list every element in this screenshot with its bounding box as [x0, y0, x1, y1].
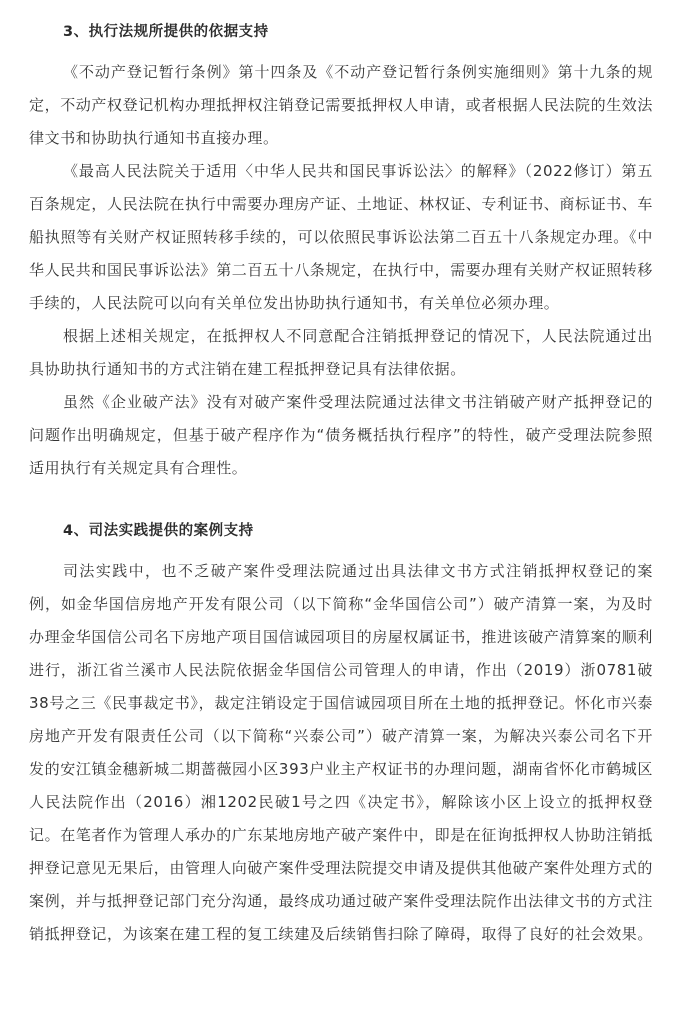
spacer	[29, 42, 653, 56]
section-title: 4、司法实践提供的案例支持	[63, 523, 254, 539]
section-3	[29, 22, 653, 485]
paragraph: 司法实践中，也不乏破产案件受理法院通过出具法律文书方式注销抵押权登记的案例，如金华国信房地产开发有限公司（以下简称“金华国信公司”）破产清算一案，为及时办理金华国信公司名下房地产项目国信诚园项目的房屋权属证书，推进该破产清算案的顺利进行，浙江省兰溪市人民法院依据金华国信公司管理人的申请，作出（2019）浙0781破38号之三《民事裁定书》，裁定注销设定于国信诚园项目所在土地的抵押登记。怀化市兴泰房地产开发有限责任公司（以下简称“兴泰公司”）破产清算一案，为解决兴泰公司名下开发的安江镇金穗新城二期蔷薇园小区393户业主产权证书的办理问题，湖南省怀化市鹤城区人民法院作出（2016）湘1202民破1号之四《决定书》，解除该小区上设立的抵押权登记。在笔者作为管理人承办的广东某地房地产破产案件中，即是在征询抵押权人协助注销抵押登记意见无果后，由管理人向破产案件受理法院提交申请及提供其他破产案件处理方式的案例，并与抵押登记部门充分沟通，最终成功通过破产案件受理法院作出法律文书的方式注销抵押登记，为该案在建工程的复工续建及后续销售扫除了障碍，取得了良好的社会效果。	[29, 562, 654, 943]
section-4	[29, 521, 653, 951]
paragraph: 虽然《企业破产法》没有对破产案件受理法院通过法律文书注销破产财产抵押登记的问题作出明确规定，但基于破产程序作为“债务概括执行程序”的特性，破产受理法院参照适用执行有关规定具有合理性。	[29, 393, 653, 477]
paragraph: 《最高人民法院关于适用〈中华人民共和国民事诉讼法〉的解释》（2022修订）第五百条规定，人民法院在执行中需要办理房产证、土地证、林权证、专利证书、商标证书、车船执照等有关财产权证照转移手续的，可以依照民事诉讼法第二百五十八条规定办理。《中华人民共和国民事诉讼法》第二百五十八条规定，在执行中，需要办理有关财产权证照转移手续的，人民法院可以向有关单位发出协助执行通知书，有关单位必须办理。	[29, 162, 654, 312]
section-title: 3、执行法规所提供的依据支持	[63, 24, 269, 40]
paragraph: 《不动产登记暂行条例》第十四条及《不动产登记暂行条例实施细则》第十九条的规定，不动产权登记机构办理抵押权注销登记需要抵押权人申请，或者根据人民法院的生效法律文书和协助执行通知书直接办理。	[29, 63, 654, 147]
paragraph: 根据上述相关规定，在抵押权人不同意配合注销抵押登记的情况下，人民法院通过出具协助执行通知书的方式注销在建工程抵押登记具有法律依据。	[29, 327, 653, 378]
article-body	[29, 22, 653, 951]
spacer	[29, 485, 653, 521]
spacer	[29, 541, 653, 555]
